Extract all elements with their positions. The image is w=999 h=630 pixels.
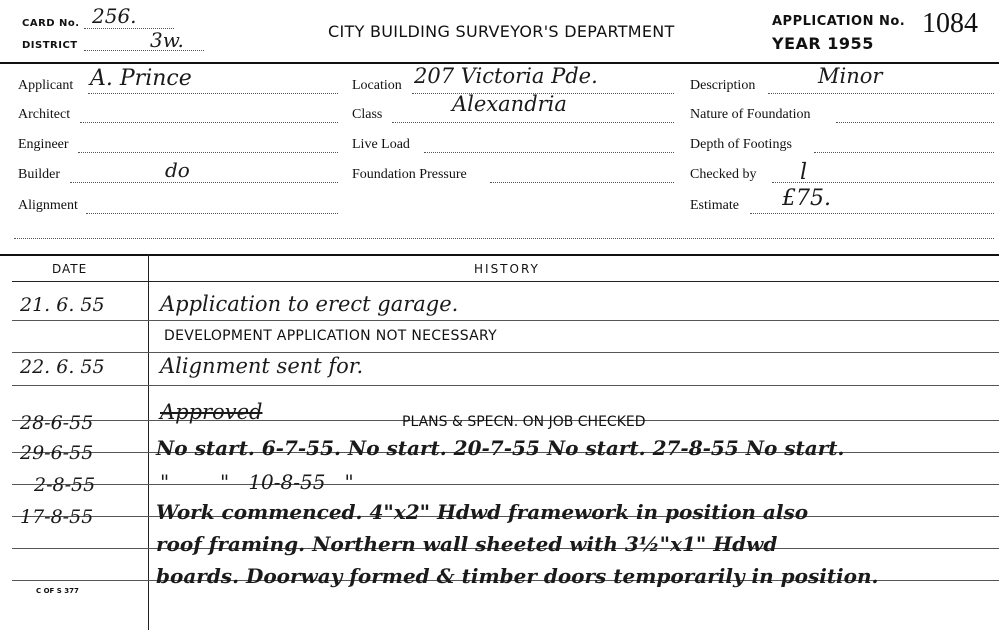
applicant-value: A. Prince [90,66,192,91]
description-value: Minor [818,64,883,88]
class-value: Alexandria [452,92,567,116]
builder-value: do [165,158,190,182]
development-stamp: DEVELOPMENT APPLICATION NOT NECESSARY [164,328,498,344]
history-date: 17-8-55 [20,506,94,528]
application-no-label: APPLICATION No. [772,14,906,29]
location-label: Location [352,78,402,93]
history-text: boards. Doorway formed & timber doors temporarily in position. [156,564,879,588]
foundation-pressure-label: Foundation Pressure [352,167,467,182]
builder-label: Builder [18,167,60,182]
history-text: " " 10-8-55 " [160,470,354,494]
nature-of-foundation-label: Nature of Foundation [690,107,811,122]
fields-divider [0,254,999,256]
history-header: HISTORY [474,262,540,276]
estimate-value: £75. [782,186,831,211]
history-text: roof framing. Northern wall sheeted with 3½"x1" Hdwd [156,532,778,556]
history-date: 29-6-55 [20,442,94,464]
history-text: Application to erect garage. [160,292,459,316]
date-column-divider [148,254,149,630]
department-title: CITY BUILDING SURVEYOR'S DEPARTMENT [328,22,675,41]
applicant-label: Applicant [18,78,74,93]
history-date: 22. 6. 55 [20,356,105,378]
history-text: Approved [160,400,263,424]
live-load-label: Live Load [352,137,410,152]
depth-of-footings-label: Depth of Footings [690,137,792,152]
plans-checked-stamp: PLANS & SPECN. ON JOB CHECKED [402,414,646,430]
date-header: DATE [52,262,88,276]
architect-label: Architect [18,107,71,122]
card-no-label: CARD No. [22,18,80,29]
form-code: C OF S 377 [36,587,79,595]
checked-by-value: l [800,160,808,185]
history-text: No start. 6-7-55. No start. 20-7-55 No start. 27-8-55 No start. [156,436,845,460]
year-label: YEAR 1955 [772,34,874,53]
card-no-value: 256. [92,4,137,28]
history-date: 21. 6. 55 [20,294,105,316]
history-text: Alignment sent for. [160,354,364,378]
district-label: DISTRICT [22,40,78,51]
description-label: Description [690,78,756,93]
location-value: 207 Victoria Pde. [414,64,598,88]
engineer-label: Engineer [18,137,69,152]
district-value: 3w. [150,28,184,52]
history-text: Work commenced. 4"x2" Hdwd framework in position also [156,500,809,524]
checked-by-label: Checked by [690,167,757,182]
class-label: Class [352,107,383,122]
estimate-label: Estimate [690,198,739,213]
history-date: 2-8-55 [34,474,96,496]
application-no-value: 1084 [922,8,978,39]
alignment-label: Alignment [18,198,78,213]
history-date: 28-6-55 [20,412,94,434]
